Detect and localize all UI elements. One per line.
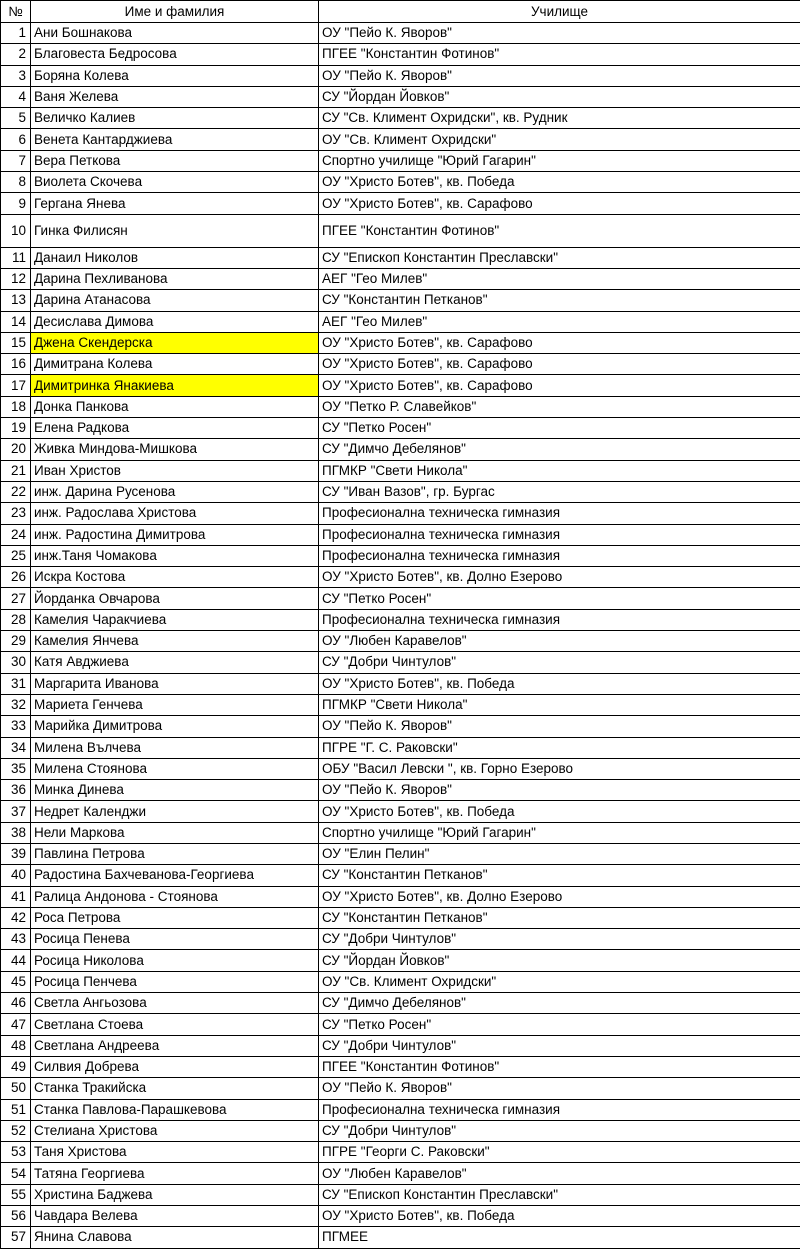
row-school: ОБУ "Васил Левски ", кв. Горно Езерово (319, 758, 800, 779)
row-number: 13 (1, 290, 31, 311)
table-row (1, 971, 800, 992)
row-name: Искра Костова (31, 567, 319, 588)
row-name: Недрет Календжи (31, 801, 319, 822)
row-number: 31 (1, 673, 31, 694)
row-number: 7 (1, 150, 31, 171)
table-body (1, 23, 800, 1249)
row-number: 43 (1, 929, 31, 950)
table-row (1, 780, 800, 801)
row-school: ПГРЕ "Г. С. Раковски" (319, 737, 800, 758)
row-name: Милена Вълчева (31, 737, 319, 758)
row-school: СУ "Петко Росен" (319, 588, 800, 609)
table-row (1, 503, 800, 524)
row-name: Таня Христова (31, 1142, 319, 1163)
row-number: 28 (1, 609, 31, 630)
row-number: 1 (1, 23, 31, 44)
row-number: 54 (1, 1163, 31, 1184)
row-name: Минка Динева (31, 780, 319, 801)
row-school: СУ "Йордан Йовков" (319, 950, 800, 971)
row-school: СУ "Константин Петканов" (319, 865, 800, 886)
row-name: Ралица Андонова - Стоянова (31, 886, 319, 907)
row-name: инж.Таня Чомакова (31, 545, 319, 566)
row-number: 15 (1, 332, 31, 353)
row-school: СУ "Константин Петканов" (319, 290, 800, 311)
header-row (1, 1, 800, 23)
row-school: ОУ "Петко Р. Славейков" (319, 396, 800, 417)
table-row (1, 460, 800, 481)
table-row (1, 44, 800, 65)
table-row (1, 150, 800, 171)
table-row (1, 865, 800, 886)
row-number: 17 (1, 375, 31, 396)
row-name: Величко Калиев (31, 108, 319, 129)
row-school: СУ "Константин Петканов" (319, 907, 800, 928)
row-school: Спортно училище "Юрий Гагарин" (319, 822, 800, 843)
row-number: 53 (1, 1142, 31, 1163)
table-row (1, 396, 800, 417)
table-row (1, 822, 800, 843)
row-name: Росица Пенчева (31, 971, 319, 992)
table-row (1, 439, 800, 460)
row-number: 34 (1, 737, 31, 758)
row-school: СУ "Добри Чинтулов" (319, 929, 800, 950)
row-number: 55 (1, 1184, 31, 1205)
row-number: 36 (1, 780, 31, 801)
row-number: 16 (1, 354, 31, 375)
row-school: ПГЕЕ "Константин Фотинов" (319, 44, 800, 65)
row-name: Росица Пенева (31, 929, 319, 950)
row-name: Светла Ангьозова (31, 993, 319, 1014)
row-school: СУ "Димчо Дебелянов" (319, 993, 800, 1014)
row-name: Венета Кантарджиева (31, 129, 319, 150)
table-row (1, 214, 800, 247)
row-school: ОУ "Любен Каравелов" (319, 1163, 800, 1184)
row-name: инж. Радослава Христова (31, 503, 319, 524)
table-row (1, 1035, 800, 1056)
table-row (1, 1099, 800, 1120)
row-school: СУ "Петко Росен" (319, 1014, 800, 1035)
table-row (1, 1184, 800, 1205)
row-number: 9 (1, 193, 31, 214)
row-number: 32 (1, 694, 31, 715)
table-row (1, 1014, 800, 1035)
row-number: 27 (1, 588, 31, 609)
row-name: Дарина Атанасова (31, 290, 319, 311)
table-row (1, 1163, 800, 1184)
row-name: Христина Баджева (31, 1184, 319, 1205)
row-school: ОУ "Христо Ботев", кв. Долно Езерово (319, 567, 800, 588)
row-name: Катя Авджиева (31, 652, 319, 673)
table-row (1, 1056, 800, 1077)
row-number: 39 (1, 843, 31, 864)
row-school: ОУ "Пейо К. Яворов" (319, 716, 800, 737)
row-school: ОУ "Христо Ботев", кв. Победа (319, 801, 800, 822)
table-row (1, 716, 800, 737)
row-school: ОУ "Св. Климент Охридски" (319, 971, 800, 992)
row-number: 45 (1, 971, 31, 992)
table-row (1, 375, 800, 396)
row-number: 26 (1, 567, 31, 588)
table-row (1, 65, 800, 86)
row-school: ОУ "Любен Каравелов" (319, 631, 800, 652)
row-number: 44 (1, 950, 31, 971)
row-name: Вера Петкова (31, 150, 319, 171)
table-row (1, 758, 800, 779)
row-name: Станка Тракийска (31, 1078, 319, 1099)
row-number: 29 (1, 631, 31, 652)
row-number: 48 (1, 1035, 31, 1056)
row-school: ОУ "Христо Ботев", кв. Сарафово (319, 332, 800, 353)
row-school: АЕГ "Гео Милев" (319, 268, 800, 289)
table-row (1, 673, 800, 694)
table-row (1, 23, 800, 44)
row-name: инж. Радостина Димитрова (31, 524, 319, 545)
table-row (1, 129, 800, 150)
row-number: 12 (1, 268, 31, 289)
row-school: Професионална техническа гимназия (319, 503, 800, 524)
table-row (1, 545, 800, 566)
row-name: Джена Скендерска (31, 332, 319, 353)
row-number: 38 (1, 822, 31, 843)
row-name: Димитрана Колева (31, 354, 319, 375)
row-school: ПГЕЕ "Константин Фотинов" (319, 1056, 800, 1077)
row-name: Павлина Петрова (31, 843, 319, 864)
row-school: ОУ "Св. Климент Охридски" (319, 129, 800, 150)
row-school: СУ "Иван Вазов", гр. Бургас (319, 481, 800, 502)
row-school: СУ "Епископ Константин Преславски" (319, 247, 800, 268)
row-name: Станка Павлова-Парашкевова (31, 1099, 319, 1120)
row-name: Данаил Николов (31, 247, 319, 268)
row-name: инж. Дарина Русенова (31, 481, 319, 502)
header-school: Училище (319, 1, 800, 23)
row-name: Мариета Генчева (31, 694, 319, 715)
row-name: Ани Бошнакова (31, 23, 319, 44)
row-school: Спортно училище "Юрий Гагарин" (319, 150, 800, 171)
row-name: Гинка Филисян (31, 214, 319, 247)
row-name: Росица Николова (31, 950, 319, 971)
row-name: Дарина Пехливанова (31, 268, 319, 289)
table-row (1, 247, 800, 268)
row-name: Иван Христов (31, 460, 319, 481)
row-number: 24 (1, 524, 31, 545)
row-school: ОУ "Пейо К. Яворов" (319, 65, 800, 86)
table-row (1, 1142, 800, 1163)
row-school: СУ "Димчо Дебелянов" (319, 439, 800, 460)
row-name: Милена Стоянова (31, 758, 319, 779)
table-row (1, 268, 800, 289)
table-row (1, 1120, 800, 1141)
table-row (1, 843, 800, 864)
table-row (1, 801, 800, 822)
row-number: 10 (1, 214, 31, 247)
row-number: 19 (1, 418, 31, 439)
row-number: 18 (1, 396, 31, 417)
row-name: Маргарита Иванова (31, 673, 319, 694)
table-row (1, 1227, 800, 1248)
row-school: Професионална техническа гимназия (319, 524, 800, 545)
row-number: 6 (1, 129, 31, 150)
row-number: 52 (1, 1120, 31, 1141)
table-row (1, 290, 800, 311)
table-row (1, 950, 800, 971)
table-row (1, 108, 800, 129)
row-school: ОУ "Пейо К. Яворов" (319, 1078, 800, 1099)
row-name: Камелия Чаракчиева (31, 609, 319, 630)
row-name: Роса Петрова (31, 907, 319, 928)
row-name: Чавдара Велева (31, 1206, 319, 1227)
row-number: 42 (1, 907, 31, 928)
row-school: ОУ "Христо Ботев", кв. Сарафово (319, 375, 800, 396)
row-number: 46 (1, 993, 31, 1014)
table-row (1, 929, 800, 950)
row-name: Нели Маркова (31, 822, 319, 843)
table-row (1, 311, 800, 332)
row-name: Марийка Димитрова (31, 716, 319, 737)
table-row (1, 907, 800, 928)
row-name: Живка Миндова-Мишкова (31, 439, 319, 460)
row-number: 20 (1, 439, 31, 460)
row-school: СУ "Добри Чинтулов" (319, 1035, 800, 1056)
table-row (1, 354, 800, 375)
row-number: 30 (1, 652, 31, 673)
row-number: 5 (1, 108, 31, 129)
row-school: ПГМЕЕ (319, 1227, 800, 1248)
row-school: ОУ "Пейо К. Яворов" (319, 23, 800, 44)
row-school: СУ "Св. Климент Охридски", кв. Рудник (319, 108, 800, 129)
row-number: 40 (1, 865, 31, 886)
row-school: СУ "Петко Росен" (319, 418, 800, 439)
row-number: 37 (1, 801, 31, 822)
table-row (1, 172, 800, 193)
table-row (1, 1078, 800, 1099)
row-school: ОУ "Христо Ботев", кв. Долно Езерово (319, 886, 800, 907)
row-school: ПГРЕ "Георги С. Раковски" (319, 1142, 800, 1163)
row-name: Силвия Добрева (31, 1056, 319, 1077)
row-school: ПГМКР "Свети Никола" (319, 460, 800, 481)
row-number: 47 (1, 1014, 31, 1035)
row-number: 51 (1, 1099, 31, 1120)
row-number: 3 (1, 65, 31, 86)
table-row (1, 332, 800, 353)
row-name: Виолета Скочева (31, 172, 319, 193)
row-number: 11 (1, 247, 31, 268)
table-row (1, 524, 800, 545)
row-number: 57 (1, 1227, 31, 1248)
row-number: 50 (1, 1078, 31, 1099)
row-school: ОУ "Пейо К. Яворов" (319, 780, 800, 801)
table-row (1, 1206, 800, 1227)
table-row (1, 993, 800, 1014)
row-school: ОУ "Христо Ботев", кв. Сарафово (319, 354, 800, 375)
table-row (1, 886, 800, 907)
table-row (1, 737, 800, 758)
row-number: 35 (1, 758, 31, 779)
row-number: 23 (1, 503, 31, 524)
row-school: ОУ "Христо Ботев", кв. Победа (319, 673, 800, 694)
row-name: Татяна Георгиева (31, 1163, 319, 1184)
table-row (1, 609, 800, 630)
row-number: 33 (1, 716, 31, 737)
row-number: 21 (1, 460, 31, 481)
table-row (1, 588, 800, 609)
table-row (1, 193, 800, 214)
row-school: Професионална техническа гимназия (319, 1099, 800, 1120)
row-number: 14 (1, 311, 31, 332)
row-name: Йорданка Овчарова (31, 588, 319, 609)
header-name: Име и фамилия (31, 1, 319, 23)
row-school: ПГМКР "Свети Никола" (319, 694, 800, 715)
header-num: № (1, 1, 31, 23)
row-school: ОУ "Елин Пелин" (319, 843, 800, 864)
row-name: Донка Панкова (31, 396, 319, 417)
row-name: Елена Радкова (31, 418, 319, 439)
row-number: 41 (1, 886, 31, 907)
table-row (1, 652, 800, 673)
row-name: Радостина Бахчеванова-Георгиева (31, 865, 319, 886)
row-name: Благовеста Бедросова (31, 44, 319, 65)
row-name: Камелия Янчева (31, 631, 319, 652)
row-name: Ваня Желева (31, 86, 319, 107)
table-row (1, 418, 800, 439)
row-name: Янина Славова (31, 1227, 319, 1248)
row-name: Светлана Андреева (31, 1035, 319, 1056)
row-number: 8 (1, 172, 31, 193)
row-name: Боряна Колева (31, 65, 319, 86)
row-school: Професионална техническа гимназия (319, 609, 800, 630)
row-school: ПГЕЕ "Константин Фотинов" (319, 214, 800, 247)
row-name: Димитринка Янакиева (31, 375, 319, 396)
row-school: СУ "Добри Чинтулов" (319, 652, 800, 673)
row-name: Десислава Димова (31, 311, 319, 332)
row-school: СУ "Епископ Константин Преславски" (319, 1184, 800, 1205)
row-school: АЕГ "Гео Милев" (319, 311, 800, 332)
row-number: 49 (1, 1056, 31, 1077)
row-school: СУ "Добри Чинтулов" (319, 1120, 800, 1141)
row-school: ОУ "Христо Ботев", кв. Победа (319, 172, 800, 193)
table-row (1, 694, 800, 715)
table-row (1, 631, 800, 652)
row-name: Гергана Янева (31, 193, 319, 214)
row-number: 2 (1, 44, 31, 65)
row-number: 56 (1, 1206, 31, 1227)
row-school: Професионална техническа гимназия (319, 545, 800, 566)
row-school: ОУ "Христо Ботев", кв. Сарафово (319, 193, 800, 214)
row-name: Стелиана Христова (31, 1120, 319, 1141)
row-school: СУ "Йордан Йовков" (319, 86, 800, 107)
table-row (1, 86, 800, 107)
row-school: ОУ "Христо Ботев", кв. Победа (319, 1206, 800, 1227)
row-name: Светлана Стоева (31, 1014, 319, 1035)
row-number: 4 (1, 86, 31, 107)
row-number: 22 (1, 481, 31, 502)
table-row (1, 567, 800, 588)
row-number: 25 (1, 545, 31, 566)
table-row (1, 481, 800, 502)
